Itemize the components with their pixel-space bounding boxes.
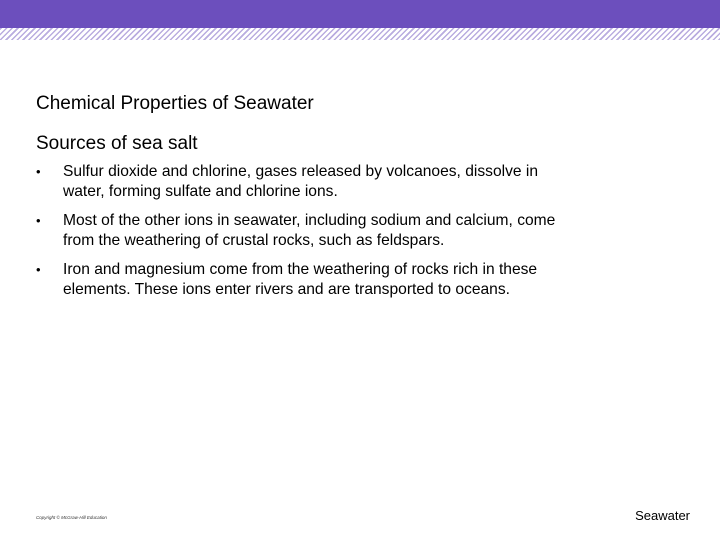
bullet-text-line: from the weathering of crustal rocks, such as feldspars.: [63, 232, 445, 249]
bullet-marker: •: [36, 262, 41, 277]
bullet-marker: •: [36, 213, 41, 228]
bullet-text-line: water, forming sulfate and chlorine ions.: [63, 183, 338, 200]
bullet-item: [36, 162, 676, 202]
bullet-text-line: Most of the other ions in seawater, including sodium and calcium, come: [63, 212, 556, 229]
bullet-text-line: Iron and magnesium come from the weathering of rocks rich in these: [63, 261, 538, 278]
footer-topic-label: Seawater: [635, 508, 690, 523]
copyright-notice: Copyright © McGraw-Hill Education: [36, 515, 107, 520]
bullet-text-line: Sulfur dioxide and chlorine, gases released by volcanoes, dissolve in: [63, 163, 539, 180]
bullet-text-line: elements. These ions enter rivers and are transported to oceans.: [63, 281, 510, 298]
slide-title: Chemical Properties of Seawater: [36, 93, 314, 114]
header-hatch-pattern: [0, 28, 720, 40]
bullet-list: [36, 162, 676, 309]
bullet-item: [36, 260, 676, 300]
header-band: [0, 0, 720, 28]
bullet-item: [36, 211, 676, 251]
bullet-marker: •: [36, 164, 41, 179]
slide-subtitle: Sources of sea salt: [36, 133, 198, 154]
